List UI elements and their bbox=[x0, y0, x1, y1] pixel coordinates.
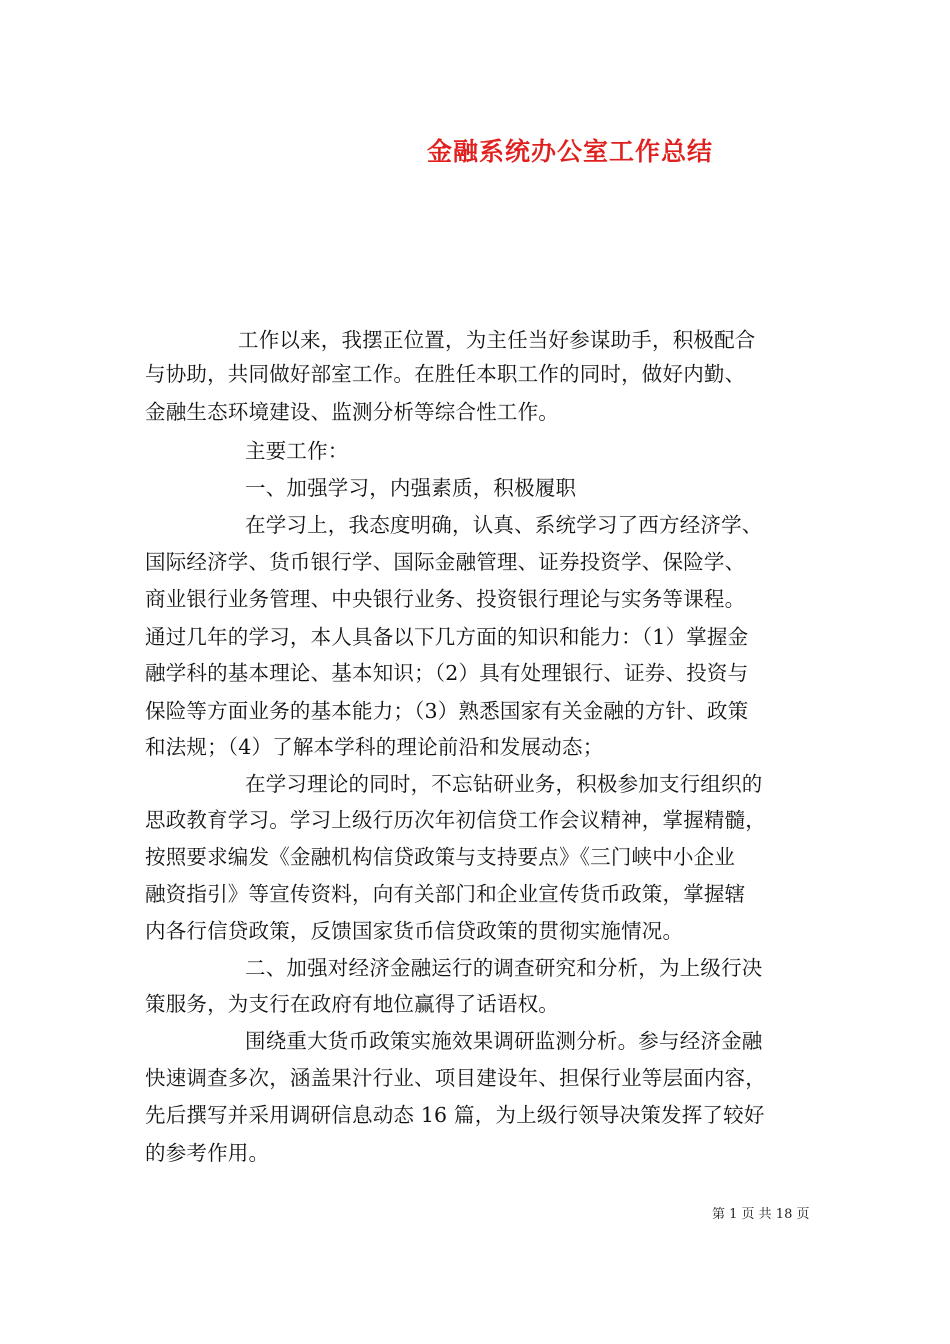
body-line: 在学习上，我态度明确，认真、系统学习了西方经济学、 bbox=[245, 513, 763, 537]
body-line: 内各行信贷政策，反馈国家货币信贷政策的贯彻实施情况。 bbox=[145, 919, 684, 943]
document-title: 金融系统办公室工作总结 bbox=[426, 137, 713, 166]
body-line: 在学习理论的同时，不忘钻研业务，积极参加支行组织的 bbox=[245, 772, 763, 796]
body-line: 和法规；（4）了解本学科的理论前沿和发展动态； bbox=[145, 735, 604, 759]
section-heading: 一、加强学习，内强素质，积极履职 bbox=[245, 476, 577, 500]
page-number: 第 1 页 共 18 页 bbox=[712, 1207, 810, 1222]
body-line: 按照要求编发《金融机构信贷政策与支持要点》《三门峡中小企业 bbox=[145, 845, 736, 869]
body-line: 融学科的基本理论、基本知识；（2）具有处理银行、证券、投资与 bbox=[145, 661, 749, 685]
body-line: 快速调查多次，涵盖果汁行业、项目建设年、担保行业等层面内容， bbox=[145, 1066, 766, 1090]
body-line: 融资指引》等宣传资料，向有关部门和企业宣传货币政策，掌握辖 bbox=[145, 882, 746, 906]
body-line: 工作以来，我摆正位置，为主任当好参谋助手，积极配合 bbox=[238, 328, 756, 352]
body-line: 金融生态环境建设、监测分析等综合性工作。 bbox=[145, 400, 559, 424]
section-label: 主要工作： bbox=[245, 439, 349, 463]
body-line: 与协助，共同做好部室工作。在胜任本职工作的同时，做好内勤、 bbox=[145, 362, 746, 386]
body-line: 保险等方面业务的基本能力；（3）熟悉国家有关金融的方针、政策 bbox=[145, 699, 749, 723]
body-line: 国际经济学、货币银行学、国际金融管理、证券投资学、保险学、 bbox=[145, 550, 746, 574]
body-line: 的参考作用。 bbox=[145, 1141, 270, 1165]
body-line: 商业银行业务管理、中央银行业务、投资银行理论与实务等课程。 bbox=[145, 587, 746, 611]
section-heading: 二、加强对经济金融运行的调查研究和分析，为上级行决 bbox=[245, 956, 763, 980]
body-line: 先后撰写并采用调研信息动态 16 篇，为上级行领导决策发挥了较好 bbox=[145, 1103, 765, 1127]
body-line: 围绕重大货币政策实施效果调研监测分析。参与经济金融 bbox=[245, 1029, 763, 1053]
body-line: 思政教育学习。学习上级行历次年初信贷工作会议精神，掌握精髓， bbox=[145, 808, 766, 832]
body-line: 通过几年的学习，本人具备以下几方面的知识和能力：（1）掌握金 bbox=[145, 625, 749, 649]
body-line: 策服务，为支行在政府有地位赢得了话语权。 bbox=[145, 992, 559, 1016]
